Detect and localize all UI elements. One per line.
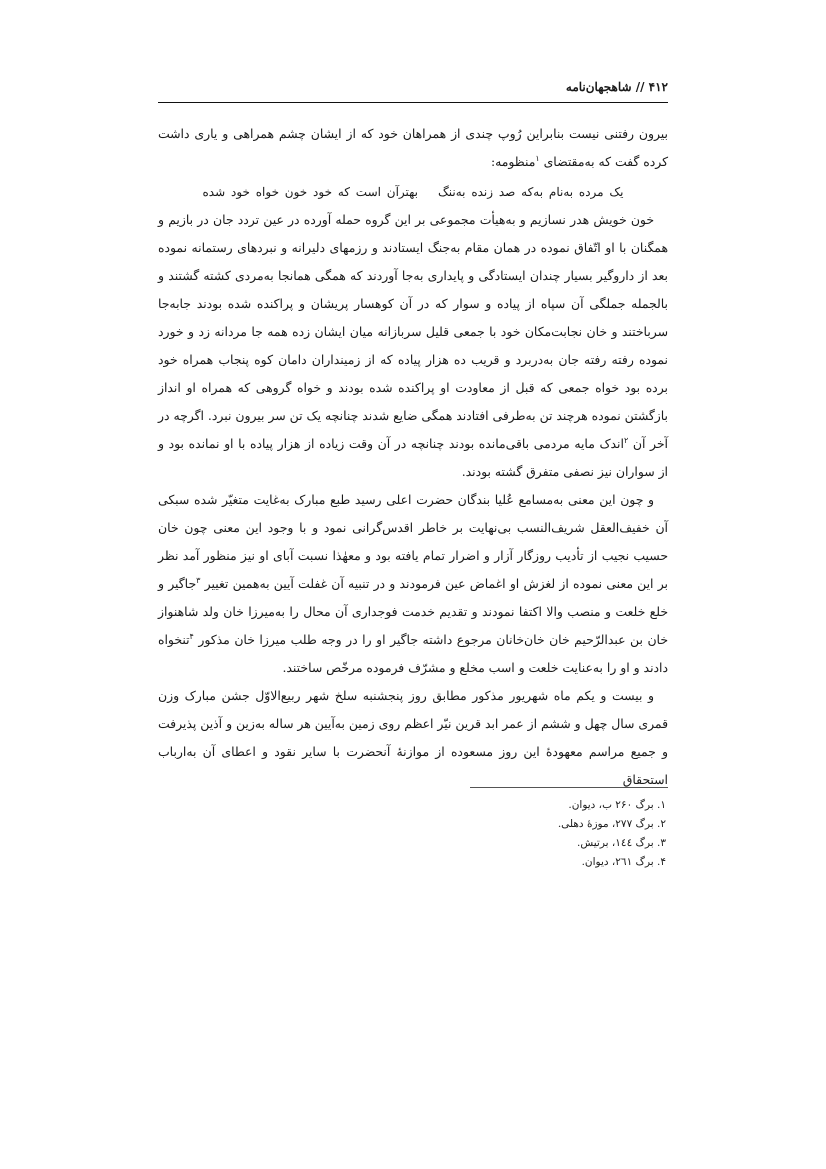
footnote-marker-1: ۱ bbox=[535, 153, 540, 163]
footnote-2: ۲. برگ ۲۷۷، موزهٔ دهلی. bbox=[557, 818, 666, 830]
header-rule bbox=[158, 102, 668, 103]
paragraph-3-end: تنخواه دادند و او را به‌عنایت خلعت و اسب مخلع و مشرّف فرموده مرخّص ساختند. bbox=[158, 632, 668, 675]
paragraph-1 bbox=[158, 120, 668, 176]
paragraph-3-text: و چون این معنی به‌مسامع عُلیا بندگان حضرت اعلی رسید طبع مبارک به‌غایت متغیّر شده سبکی آن خفیف‌العقل شریف‌النسب بی‌نهایت بر خاطر اقدس‌گرانی نمود و با وجود این معنی چون خان حسیب نجیب از تأدیب روزگار آزار و اضرار تمام یافته بود و معهٰذا نسبت آبای او نیز منظور آمد نظر بر این معنی نموده از لغزش او اغماض عین فرمودند و در تنبیه آن غفلت آیین به‌همین تغییر bbox=[158, 492, 669, 591]
footnote-marker-3: ۳ bbox=[196, 575, 201, 585]
footnote-marker-4: ۴ bbox=[189, 631, 194, 641]
paragraph-4: و بیست و یکم ماه شهریور مذکور مطابق روز پنجشنبه سلخ شهر ربیع‌الاوّل جشن مبارک وزن قمری سال چهل و ششم از عمر ابد قرین نیّر اعظم روی زمین به‌آیین هر ساله به‌زین و آذین پذیرفت و جمیع مراسم معهودهٔ این روز مسعوده از موازنهٔ آنحضرت با سایر نقود و اعطای آن به‌ارباب استحقاق bbox=[158, 688, 668, 787]
verse-hemistich-a: یک مرده به‌نام به‌که صد زنده به‌ننگ bbox=[438, 185, 624, 199]
footnotes bbox=[370, 796, 668, 872]
paragraph-1-end: منظومه: bbox=[490, 154, 536, 169]
verse-hemistich-b: بهترآن است که خود خون خواه خود شده bbox=[202, 185, 419, 199]
running-header: ۴۱۲ // شاهجهان‌نامه bbox=[565, 80, 668, 94]
footnote-4: ۴. برگ ۲٦۱، دیوان. bbox=[581, 856, 666, 868]
main-text bbox=[158, 120, 668, 794]
paragraph-2 bbox=[158, 206, 668, 486]
footnote-3: ۳. برگ ۱٤٤، برتیش. bbox=[577, 837, 666, 849]
paragraph-2-end: اندک مایه مردمی باقی‌مانده بودند چنانچه در آن وقت زیاده از هزار پیاده با او نمانده بود و از سواران نیز نصفی متفرق گشته بودند. bbox=[158, 436, 668, 479]
footnote-marker-2: ۲ bbox=[623, 435, 629, 445]
paragraph-3-mid: جاگیر و خلع خلعت و منصب والا اکتفا نمودند و تقدیم خدمت فوجداری آن محال را به‌میرزا خان ولد شاهنواز خان بن عبدالرّحیم خان خان‌خانان مرجوع داشته جاگیر او را در وجه طلب میرزا خان مذکور bbox=[158, 576, 668, 647]
paragraph-2-text: خون خویش هدر نسازیم و به‌هیأت مجموعی بر این گروه حمله آورده در عین تردد جان در بازیم و همگنان با او اتّفاق نموده در همان مقام به‌جنگ ایستادند و رزمهای دلیرانه و نبردهای رستمانه نموده بعد از داروگیر بسیار چندان ایستادگی و پایداری به‌جا آوردند که همگی همانجا به‌مردی کشته گشتند و بالجمله جملگی آن سپاه از پیاده و سوار که در آن کوهسار پریشان و پراکنده شده بودند جابه‌جا سرباختند و خان نجابت‌مکان خود با جمعی قلیل سربازانه میان ایشان زده همه جا مردانه زد و خورد نموده رفته رفته جان به‌دربرد و قریب ده هزار پیاده که از زمینداران دامان کوه پنجاب همراه خود برده بود خواه جمعی که قبل از معاودت او پراکنده شده بودند و خواه گروهی که همراه او انداز بازگشتن نموده هرچند تن به‌طرفی افتادند همگی ضایع شدند چنانچه یک تن سر بیرون نبرد. اگرچه در آخر آن bbox=[158, 212, 668, 451]
paragraph-1-text: بیرون رفتنی نیست بنابراین رُوپ چندی از همراهان خود که از ایشان چشم همراهی و یاری داشت کرده گفت که به‌مقتضای bbox=[158, 126, 668, 169]
footnote-1: ۱. برگ ۲۶۰ ب، دیوان. bbox=[568, 799, 666, 811]
verse-couplet bbox=[158, 178, 668, 206]
footnote-rule bbox=[470, 787, 668, 788]
paragraph-3 bbox=[158, 486, 668, 682]
